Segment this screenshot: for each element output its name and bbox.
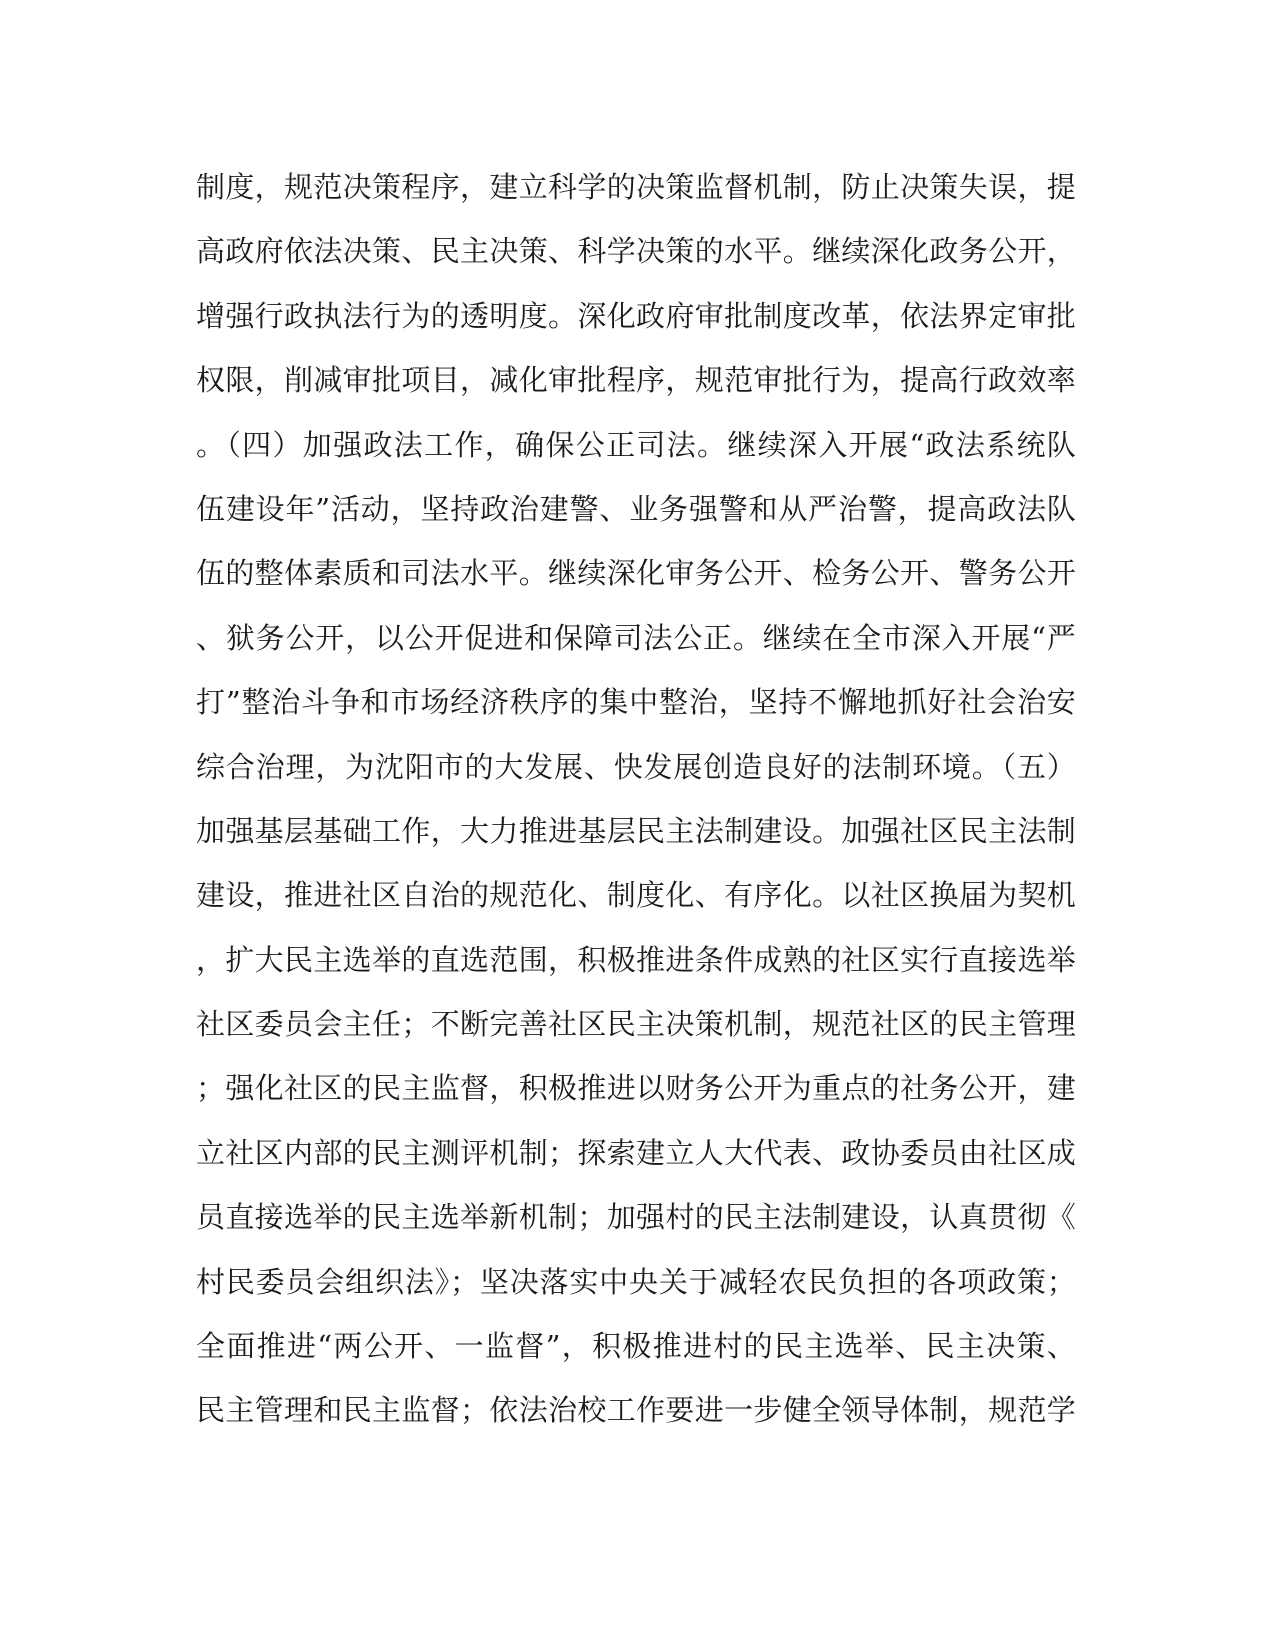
- text-line: 立社区内部的民主测评机制；探索建立人大代表、政协委员由社区成: [196, 1135, 1076, 1170]
- text-line: 权限，削减审批项目，减化审批程序，规范审批行为，提高行政效率: [196, 363, 1076, 398]
- text-line: 村民委员会组织法》；坚决落实中央关于减轻农民负担的各项政策；: [196, 1264, 1076, 1299]
- text-line: 、狱务公开，以公开促进和保障司法公正。继续在全市深入开展“严: [196, 620, 1076, 655]
- text-line: 伍的整体素质和司法水平。继续深化审务公开、检务公开、警务公开: [196, 556, 1076, 591]
- text-line: 员直接选举的民主选举新机制；加强村的民主法制建设，认真贯彻《: [196, 1200, 1076, 1235]
- text-line: 制度，规范决策程序，建立科学的决策监督机制，防止决策失误，提: [196, 170, 1076, 204]
- text-line: ，扩大民主选举的直选范围，积极推进条件成熟的社区实行直接选举: [196, 942, 1076, 977]
- text-line: 高政府依法决策、民主决策、科学决策的水平。继续深化政务公开，: [196, 234, 1076, 269]
- text-line: 加强基层基础工作，大力推进基层民主法制建设。加强社区民主法制: [196, 813, 1076, 848]
- body-text: [196, 155, 1076, 1443]
- text-line: 打”整治斗争和市场经济秩序的集中整治，坚持不懈地抓好社会治安: [196, 685, 1076, 720]
- text-line: 民主管理和民主监督；依法治校工作要进一步健全领导体制，规范学: [196, 1393, 1076, 1428]
- text-line: 增强行政执法行为的透明度。深化政府审批制度改革，依法界定审批: [196, 298, 1076, 333]
- text-line: 综合治理，为沈阳市的大发展、快发展创造良好的法制环境。（五）: [196, 749, 1076, 784]
- text-line: 伍建设年”活动，坚持政治建警、业务强警和从严治警，提高政法队: [196, 491, 1076, 526]
- text-line: 建设，推进社区自治的规范化、制度化、有序化。以社区换届为契机: [196, 878, 1076, 913]
- text-line: 全面推进“两公开、一监督”，积极推进村的民主选举、民主决策、: [196, 1329, 1076, 1364]
- text-line: 。（四）加强政法工作，确保公正司法。继续深入开展“政法系统队: [196, 427, 1076, 462]
- text-line: 社区委员会主任；不断完善社区民主决策机制，规范社区的民主管理: [196, 1007, 1076, 1042]
- text-line: ；强化社区的民主监督，积极推进以财务公开为重点的社务公开，建: [196, 1071, 1076, 1106]
